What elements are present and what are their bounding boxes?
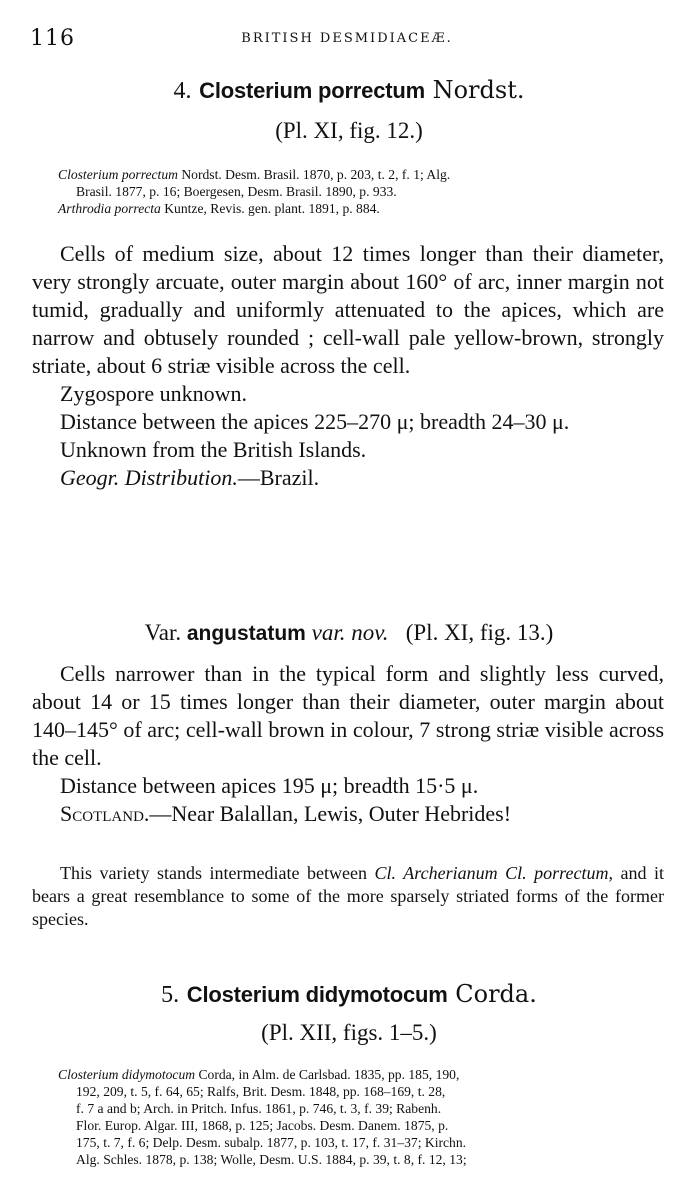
species-authority: Nordst.: [432, 76, 525, 104]
variety-description: Cells narrower than in the typical form and slightly less curved, about 14 or 15 times longer than their diameter, outer margin about 140–145° of arc; cell-wall brown in colour, 7 strong striæ visible across the cell.: [32, 661, 664, 770]
variety-note: [32, 862, 664, 931]
synonym-citation: f. 7 a and b; Arch. in Pritch. Infus. 1861, p. 746, t. 3, f. 39; Rabenh.: [76, 1101, 442, 1116]
note-text: and it bears a great resemblance to some of the more sparsely striated forms of the former species.: [32, 863, 665, 929]
synonymy-line: [58, 1117, 670, 1134]
distribution: [32, 464, 664, 492]
synonym-citation: 175, t. 7, f. 6; Delp. Desm. subalp. 1877, p. 103, t. 17, f. 31–37; Kirchn.: [76, 1135, 467, 1150]
locality-text: .—Near Balallan, Lewis, Outer Hebrides!: [143, 801, 512, 826]
synonymy-line: [58, 1083, 670, 1100]
synonym-name: Closterium didymotocum: [58, 1067, 196, 1082]
running-title: BRITISH DESMIDIACEÆ.: [241, 31, 453, 46]
species-number: 4.: [173, 78, 192, 104]
distribution-value: —Brazil.: [237, 465, 320, 490]
plate-reference: (Pl. XI, fig. 12.): [275, 118, 423, 143]
variety-body: [32, 660, 664, 828]
synonym-citation: Corda, in Alm. de Carlsbad. 1835, pp. 185, 190,: [195, 1067, 460, 1082]
synonym-citation: Flor. Europ. Algar. III, 1868, p. 125; Jacobs. Desm. Danem. 1875, p.: [76, 1118, 449, 1133]
synonymy-block: [58, 166, 668, 217]
synonymy-line: [58, 1066, 670, 1083]
synonym-citation: Kuntze, Revis. gen. plant. 1891, p. 884.: [160, 201, 380, 216]
note-taxon: Cl. porrectum,: [505, 863, 613, 883]
locality-region: Scotland: [60, 801, 144, 826]
species-4-heading: [0, 76, 698, 105]
zygospore-note: Zygospore unknown.: [60, 381, 247, 406]
synonymy-block: [58, 1066, 670, 1168]
description: Cells of medium size, about 12 times longer than their diameter, very strongly arcuate, outer margin about 160° of arc, inner margin not tumid, gradually and uniformly attenuated to the apices, which are narrow and obtusely rounded ; cell-wall pale yellow-brown, strongly striate, about 6 striæ visible across the cell.: [32, 241, 664, 378]
synonymy-line: [58, 166, 668, 183]
synonymy-line: [58, 1100, 670, 1117]
variety-locality: [32, 800, 664, 828]
synonym-citation: Brasil. 1877, p. 16; Boergesen, Desm. Brasil. 1890, p. 933.: [76, 184, 397, 199]
variety-status: var. nov.: [311, 620, 389, 645]
synonym-name: Arthrodia porrecta: [58, 201, 161, 216]
species-authority: Corda.: [455, 980, 537, 1008]
species-5-heading: [0, 980, 698, 1009]
synonym-citation: Alg. Schles. 1878, p. 138; Wolle, Desm. U.S. 1884, p. 39, t. 8, f. 12, 13;: [76, 1152, 467, 1167]
variety-prefix: Var.: [144, 620, 182, 645]
variety-heading: [0, 620, 698, 646]
synonymy-line: [58, 183, 668, 200]
species-name: Closterium didymotocum: [186, 982, 448, 1007]
species-number: 5.: [161, 982, 180, 1008]
synonym-name: Closterium porrectum: [58, 167, 178, 182]
plate-reference: (Pl. XII, figs. 1–5.): [261, 1020, 437, 1045]
page-number: 116: [30, 26, 75, 51]
synonymy-line: [58, 200, 668, 217]
variety-dimensions: Distance between apices 195 μ; breadth 15·5 μ.: [60, 773, 479, 798]
running-head: [30, 26, 664, 54]
note-taxon: Cl. Archerianum: [374, 863, 498, 883]
distribution-label: Geogr. Distribution.: [60, 465, 238, 490]
synonym-citation: Nordst. Desm. Brasil. 1870, p. 203, t. 2, f. 1; Alg.: [177, 167, 451, 182]
variety-plate: (Pl. XI, fig. 13.): [405, 620, 554, 645]
note-text: This variety stands intermediate between: [60, 863, 375, 883]
synonymy-line: [58, 1151, 670, 1168]
species-name: Closterium porrectum: [199, 78, 425, 103]
note-text: [498, 863, 506, 883]
dimensions: Distance between the apices 225–270 μ; breadth 24–30 μ.: [60, 409, 570, 434]
variety-name: angustatum: [186, 622, 306, 645]
species-4-body: [32, 240, 664, 492]
british-record: Unknown from the British Islands.: [60, 437, 367, 462]
synonym-citation: 192, 209, t. 5, f. 64, 65; Ralfs, Brit. Desm. 1848, pp. 168–169, t. 28,: [76, 1084, 446, 1099]
synonymy-line: [58, 1134, 670, 1151]
